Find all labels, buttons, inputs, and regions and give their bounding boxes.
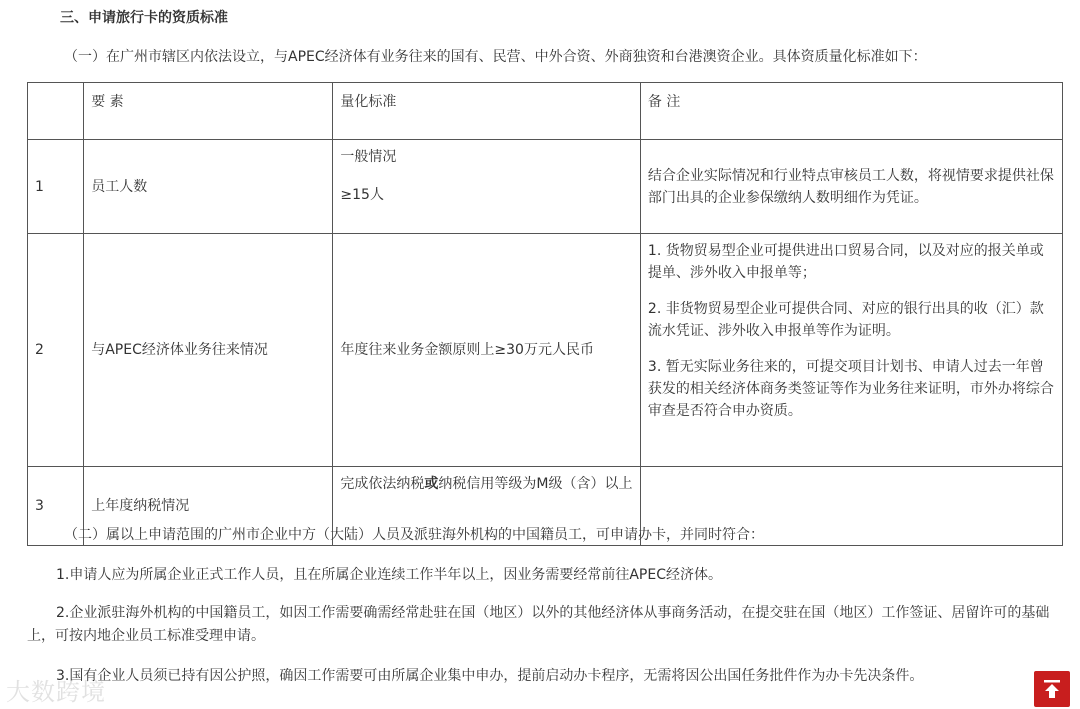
row-number: 2: [28, 234, 84, 467]
requirement-item-1: 1.申请人应为所属企业正式工作人员，且在所属企业连续工作半年以上，因业务需要经常前往APEC经济体。: [56, 567, 722, 583]
section-title: 三、申请旅行卡的资质标准: [60, 10, 228, 26]
table-row: [28, 140, 1063, 234]
table-row: [28, 234, 1063, 467]
standard-text: 纳税信用等级为M级（含）以上: [438, 476, 633, 492]
row-notes: [640, 234, 1062, 467]
standard-text: 完成依法纳税: [340, 476, 425, 492]
note-text: 1. 货物贸易型企业可提供进出口贸易合同，以及对应的报关单或提单、涉外收入申报单等；: [647, 243, 1044, 281]
note-text: 2. 非货物贸易型企业可提供合同、对应的银行出具的收（汇）款流水凭证、涉外收入申报单等作为证明。: [647, 301, 1044, 339]
header-no: [28, 83, 84, 140]
standard-or-text: 或: [424, 476, 439, 492]
intro-paragraph: （一）在广州市辖区内依法设立，与APEC经济体有业务往来的国有、民营、中外合资、外商独资和台港澳资企业。具体资质量化标准如下：: [64, 49, 927, 65]
header-notes: 备 注: [640, 83, 1062, 140]
row-notes: [640, 140, 1062, 234]
standard-line: 一般情况: [340, 149, 397, 165]
requirement-item-2: 2.企业派驻海外机构的中国籍员工，如因工作需要确需经常赴驻在国（地区）以外的其他经济体从事商务活动，在提交驻在国（地区）工作签证、居留许可的基础上，可按内地企业员工标准受理申请。: [27, 605, 1050, 644]
row-element: 上年度纳税情况: [84, 467, 333, 546]
row-element: 员工人数: [84, 140, 333, 234]
header-element: 要 素: [84, 83, 333, 140]
back-to-top-button[interactable]: [1034, 671, 1070, 707]
qualification-table: [27, 82, 1063, 546]
watermark-logo: 大数跨境: [6, 678, 106, 706]
row-element: 与APEC经济体业务往来情况: [84, 234, 333, 467]
standard-line: ≥15人: [340, 187, 384, 203]
note-text: 3. 暂无实际业务往来的，可提交项目计划书、申请人过去一年曾获发的相关经济体商务类签证等作为业务往来证明，市外办将综合审查是否符合申办资质。: [647, 359, 1054, 419]
note-text: 结合企业实际情况和行业特点审核员工人数，将视情要求提供社保部门出具的企业参保缴纳人数明细作为凭证。: [647, 167, 1054, 206]
row-number: 1: [28, 140, 84, 234]
section-2-paragraph: （二）属以上申请范围的广州市企业中方（大陆）人员及派驻海外机构的中国籍员工，可申请办卡，并同时符合：: [64, 527, 764, 543]
row-number: 3: [28, 467, 84, 546]
table-header-row: [28, 83, 1063, 140]
row-standard: [333, 140, 641, 234]
row-standard: 年度往来业务金额原则上≥30万元人民币: [333, 234, 641, 467]
requirement-item-3: 3.国有企业人员须已持有因公护照，确因工作需要可由所属企业集中申办，提前启动办卡程序，无需将因公出国任务批件作为办卡先决条件。: [56, 668, 924, 684]
header-standard: 量化标准: [333, 83, 641, 140]
arrow-up-to-top-icon: [1034, 671, 1070, 707]
